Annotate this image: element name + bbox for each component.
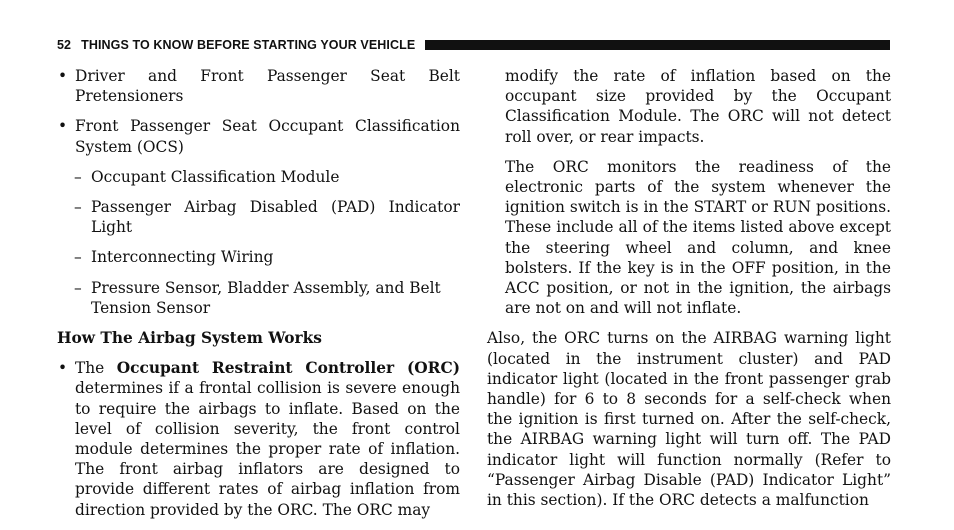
left-column (57, 66, 460, 530)
sub-list-item (57, 197, 460, 237)
sub-list-item-text: Passenger Airbag Disabled (PAD) Indicator Light (91, 198, 460, 237)
right-column (487, 66, 891, 520)
sub-list-item (57, 278, 460, 318)
dash-icon: – (74, 248, 82, 267)
section-title: THINGS TO KNOW BEFORE STARTING YOUR VEHICLE (81, 38, 416, 52)
paragraph-continuation: modify the rate of inflation based on the occupant size provided by the Occupant Classification Module. The ORC will not detect roll over, or rear impacts. (505, 67, 891, 146)
dash-icon: – (74, 198, 82, 217)
sub-list-item-text: Occupant Classification Module (91, 167, 340, 186)
list-item (57, 116, 460, 156)
sub-list-item (57, 247, 460, 267)
list-item (57, 358, 460, 520)
section-heading: How The Airbag System Works (57, 329, 322, 348)
header-rule (425, 40, 890, 50)
list-item-text: Driver and Front Passenger Seat Belt Pretensioners (75, 67, 460, 106)
list-item (57, 66, 460, 106)
bullet-icon: • (58, 359, 68, 378)
dash-icon: – (74, 167, 82, 186)
orc-term: Occupant Restraint Controller (ORC) (116, 359, 460, 378)
list-item-prefix: The (75, 359, 117, 378)
paragraph-self-check: Also, the ORC turns on the AIRBAG warning light (located in the instrument cluster) and PAD indicator light (located in the front passenger grab handle) for 6 to 8 seconds for a self-check when the ignition is first turned on. After the self-check, the AIRBAG warning light will turn off. The PAD indicator light will function normally (Refer to “Passenger Airbag Disable (PAD) Indicator Light” in this section). If the ORC detects a malfunction (487, 329, 891, 510)
list-item-text: Front Passenger Seat Occupant Classification System (OCS) (75, 117, 460, 156)
sub-list-item-text: Interconnecting Wiring (91, 248, 274, 267)
paragraph-orc-monitoring: The ORC monitors the readiness of the electronic parts of the system whenever the ignition switch is in the START or RUN positions. These include all of the items listed above except the steering wheel and column, and knee bolsters. If the key is in the OFF position, in the ACC position, or not in the ignition, the airbags are not on and will not inflate. (505, 157, 891, 318)
dash-icon: – (74, 278, 82, 297)
page-number: 52 (57, 38, 72, 52)
sub-list-item-text: Pressure Sensor, Bladder Assembly, and Belt Tension Sensor (91, 278, 441, 317)
bullet-icon: • (58, 67, 68, 85)
list-item-text: determines if a frontal collision is severe enough to require the airbags to inflate. Based on the level of collision severity, the front control module determines the proper rate of inflation. The front airbag inflators are designed to provide different rates of airbag inflation from direction provided by the ORC. The ORC may (75, 379, 460, 519)
sub-list-item (57, 167, 460, 187)
page-header (57, 37, 890, 53)
bullet-icon: • (58, 117, 68, 136)
